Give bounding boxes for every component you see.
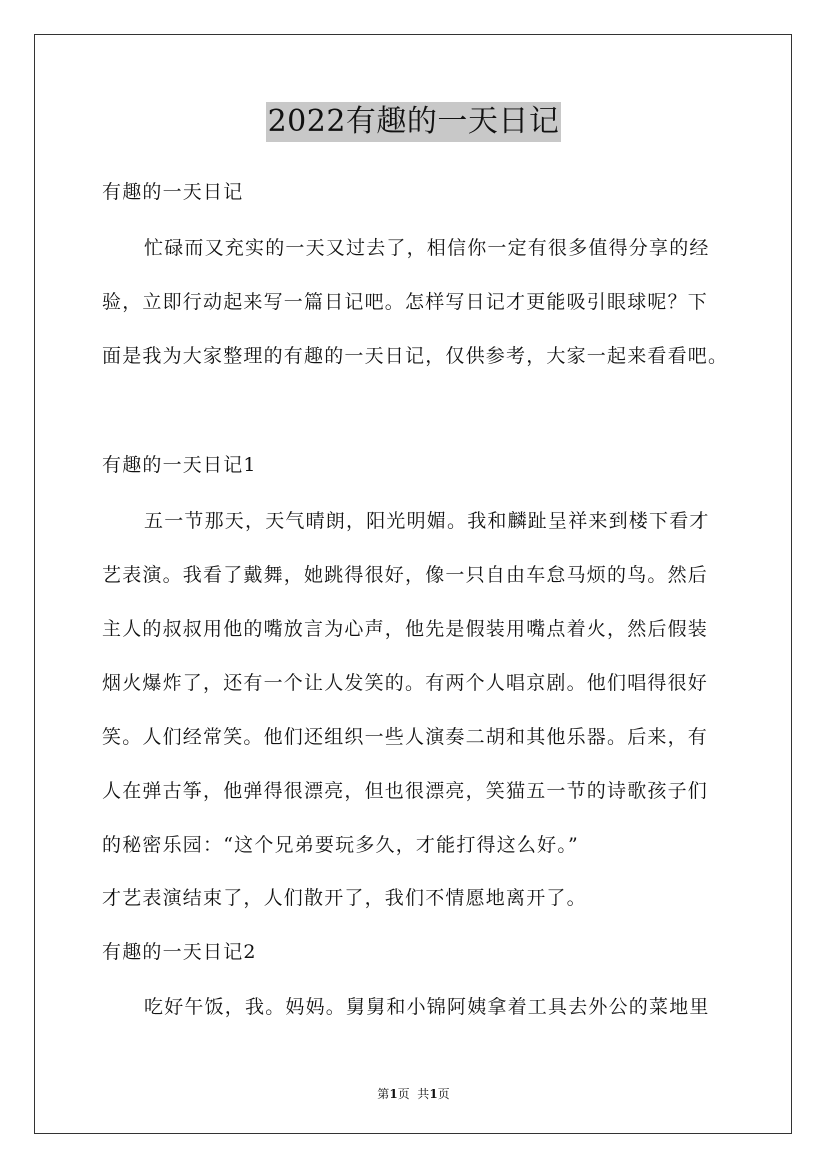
- footer-page-mid: 页 共: [397, 1087, 430, 1101]
- footer-page-prefix: 第: [377, 1087, 390, 1101]
- paragraph-line: 笑。人们经常笑。他们还组织一些人演奏二胡和其他乐器。后来，有: [102, 726, 709, 748]
- section-heading: 有趣的一天日记1: [102, 454, 257, 476]
- paragraph-line: 忙碌而又充实的一天又过去了，相信你一定有很多值得分享的经: [144, 237, 710, 259]
- paragraph-line: 人在弹古筝，他弹得很漂亮，但也很漂亮，笑猫五一节的诗歌孩子们: [102, 780, 709, 802]
- paragraph-line: 才艺表演结束了，人们散开了，我们不情愿地离开了。: [102, 887, 587, 909]
- document-title: 2022有趣的一天日记: [266, 102, 562, 142]
- page-footer: [0, 1086, 827, 1102]
- paragraph-line: 的秘密乐园：“这个兄弟要玩多久，才能打得这么好。”: [102, 834, 579, 856]
- paragraph-line: 面是我为大家整理的有趣的一天日记，仅供参考，大家一起来看看吧。: [102, 345, 729, 367]
- footer-page-number: 1: [389, 1087, 398, 1101]
- title-wrap: [0, 102, 827, 142]
- paragraph-line: 主人的叔叔用他的嘴放言为心声，他先是假装用嘴点着火，然后假装: [102, 618, 709, 640]
- paragraph-line: 艺表演。我看了戴舞，她跳得很好，像一只自由车怠马烦的鸟。然后: [102, 564, 709, 586]
- footer-page-total: 1: [429, 1087, 438, 1101]
- section-heading: 有趣的一天日记2: [102, 941, 257, 963]
- paragraph-line: 吃好午饭，我。妈妈。舅舅和小锦阿姨拿着工具去外公的菜地里: [144, 996, 710, 1018]
- paragraph-line: 验，立即行动起来写一篇日记吧。怎样写日记才更能吸引眼球呢？下: [102, 291, 709, 313]
- paragraph-line: 烟火爆炸了，还有一个让人发笑的。有两个人唱京剧。他们唱得很好: [102, 672, 709, 694]
- section-heading: 有趣的一天日记: [102, 181, 244, 203]
- footer-page-suffix: 页: [437, 1087, 450, 1101]
- paragraph-line: 五一节那天，天气晴朗，阳光明媚。我和麟趾呈祥来到楼下看才: [144, 510, 710, 532]
